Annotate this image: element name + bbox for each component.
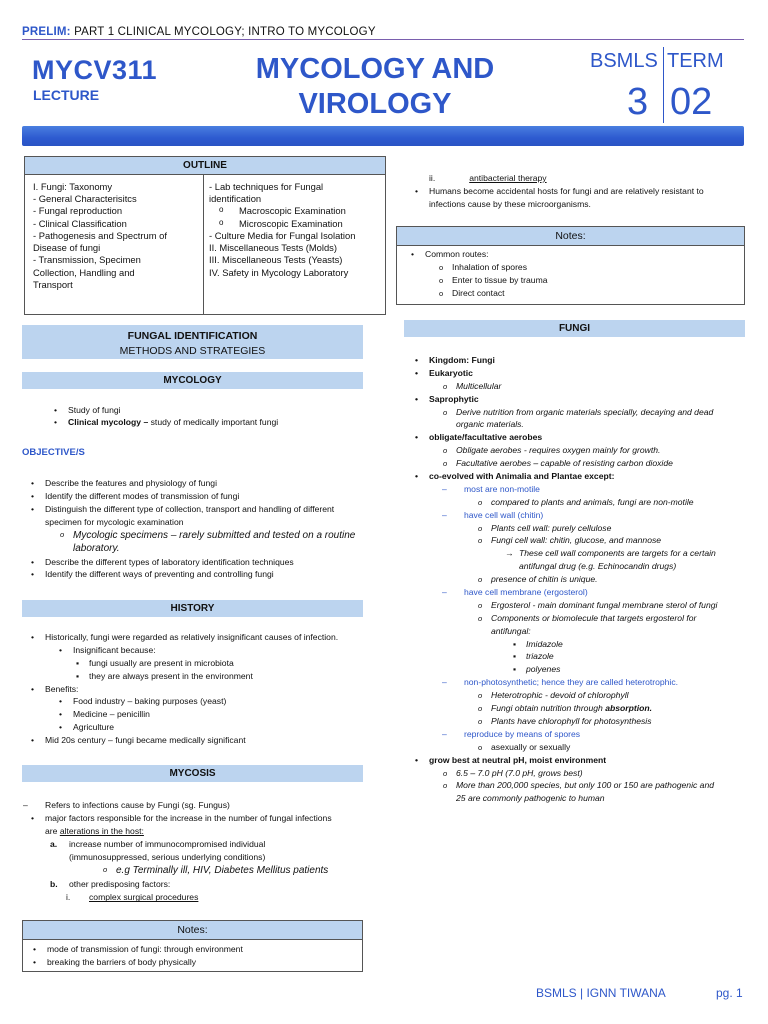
course-code: MYCV311: [32, 55, 158, 85]
notes-right-heading: Notes:: [397, 227, 744, 246]
mycosis-heading: MYCOSIS: [22, 765, 363, 782]
program-label: BSMLS: [590, 50, 658, 72]
prelim-header: [22, 24, 376, 40]
prelim-label: PRELIM:: [22, 26, 71, 38]
history-heading: HISTORY: [22, 600, 363, 617]
outline-heading: OUTLINE: [25, 157, 385, 175]
list-item: • Study of fungi: [68, 404, 368, 416]
header-rule: [22, 39, 744, 40]
fungal-id-heading: FUNGAL IDENTIFICATION: [127, 330, 258, 342]
outline-col-1: I. Fungi: Taxonomy - General Characterisitcs - Fungal reproduction - Clinical Classification - Pathogenesis and Spectrum of Disease of fungi - Transmission, Specimen Collection, Handling and Transport: [33, 181, 167, 290]
outline-box: [24, 156, 386, 315]
list-item: • Clinical mycology – study of medically important fungi: [68, 416, 368, 428]
course-type: LECTURE: [33, 87, 100, 103]
mycology-heading: MYCOLOGY: [22, 372, 363, 389]
outline-col-2: - Lab techniques for Fungal identification o Macroscopic Examination o Microscopic Examination - Culture Media for Fungal Isolation II. Miscellaneous Tests (Molds) III. Miscellaneous Tests (Yeasts) IV. Safety in Mycology Laboratory: [209, 181, 356, 278]
notes-left-heading: Notes:: [23, 921, 362, 940]
term-number: 02: [670, 81, 713, 123]
year-number: 3: [627, 81, 649, 123]
page-number: pg. 1: [716, 986, 743, 1000]
fungal-id-subheading: METHODS AND STRATEGIES: [119, 344, 266, 357]
objectives-list: • Describe the features and physiology of fungi • Identify the different modes of transmission of fungi • Distinguish the different type of collection, transport and handling of different specimen for mycologic examination o Mycologic specimens – rarely submitted and tested on a routine laboratory. • Describe the different types of laboratory identification techniques • Identify the different ways of preventing and controlling fungi: [45, 477, 370, 581]
prelim-text: PART 1 CLINICAL MYCOLOGY; INTRO TO MYCOLOGY: [74, 26, 376, 38]
fungi-heading: FUNGI: [404, 320, 745, 337]
mycosis-list: – Refers to infections cause by Fungi (sg. Fungus) • major factors responsible for the increase in the number of fungal infections are alterations in the host: a. increase number of immunocompromised individual (immunosuppressed, serious underlying conditions) o e.g Terminally ill, HIV, Diabetes Mellitus patients b. other predisposing factors: i. complex surgical procedures: [45, 799, 375, 904]
header-divider: [663, 47, 664, 123]
mycology-list: [68, 404, 368, 428]
notes-left-box: Notes: • mode of transmission of fungi: through environment • breaking the barriers of body physically: [22, 920, 363, 972]
page-title: MYCOLOGY AND VIROLOGY: [255, 53, 495, 120]
objectives-heading: OBJECTIVE/S: [22, 447, 85, 458]
footer-credit: BSMLS | IGNN TIWANA: [536, 986, 666, 1000]
header-banner: [22, 126, 744, 146]
fungi-list: • Kingdom: Fungi • Eukaryotic o Multicellular • Saprophytic o Derive nutrition from organic materials specially, decaying and dead organic materials. • obligate/facultative aerobes o Obligate aerobes - requires oxygen mainly for growth. o Facultative aerobes – capable of resisting carbon dioxide • co-evolved with Animalia and Plantae except: – most are non-motile o compared to plants and animals, fungi are non-motile – have cell wall (chitin) o Plants cell wall: purely cellulose o Fungi cell wall: chitin, glucose, and mannose → These cell wall components are targets for a certain antifungal drug (e.g. Echinocandin drugs) o presence of chitin is unique. – have cell membrane (ergosterol) o Ergosterol - main dominant fungal membrane sterol of fungi o Components or biomolecule that targets ergosterol for antifungal: ▪ Imidazole ▪ triazole ▪ polyenes – non-photosynthetic; hence they are called heterotrophic. o Heterotrophic - devoid of chlorophyll o Fungi obtain nutrition through absorption. o Plants have chlorophyll for photosynthesis – reproduce by means of spores o asexually or sexually • grow best at neutral pH, moist environment o 6.5 – 7.0 pH (7.0 pH, grows best) o More than 200,000 species, but only 100 or 150 are pathogenic and 25 are commonly pathogenic to human: [429, 354, 749, 805]
history-list: • Historically, fungi were regarded as relatively insignificant causes of infection. • Insignificant because: ▪ fungi usually are present in microbiota ▪ they are always present in the environment • Benefits: • Food industry – baking purposes (yeast) • Medicine – penicillin • Agriculture • Mid 20s century – fungi became medically significant: [45, 631, 375, 747]
fungal-id-banner: [22, 325, 363, 359]
notes-right-box: Notes: • Common routes: o Inhalation of spores o Enter to tissue by trauma o Direct contact: [396, 226, 745, 305]
term-label: TERM: [667, 50, 724, 72]
right-top-text: ii. antibacterial therapy • Humans become accidental hosts for fungi and are relatively resistant to infections cause by these microorganisms.: [429, 172, 749, 211]
